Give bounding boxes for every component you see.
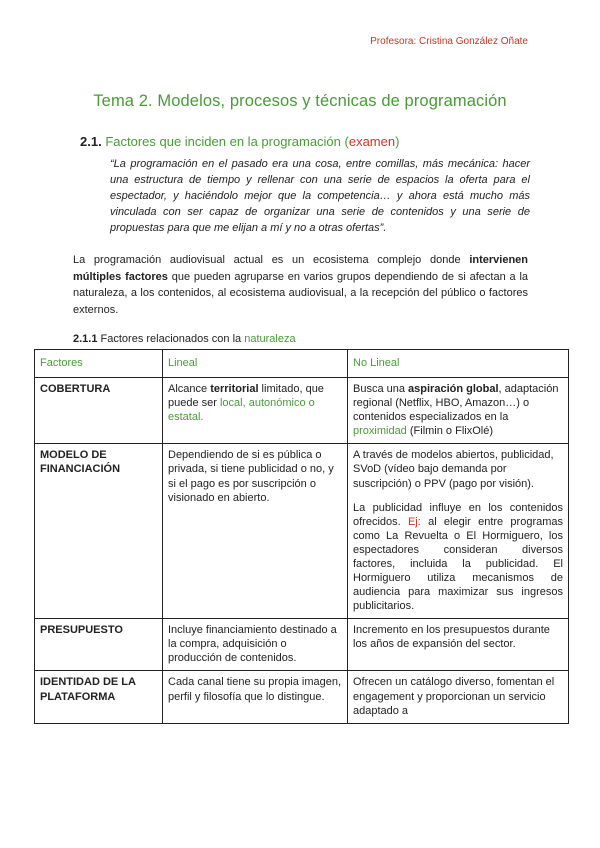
header-factores: Factores [35, 350, 163, 378]
table-row [35, 378, 569, 444]
subsection-number: 2.1.1 [73, 333, 98, 345]
section-number: 2.1. [80, 134, 102, 149]
lineal-cell: Dependiendo de si es pública o privada, si tiene publicidad o no, y si el pago es por suscripción o visionado en abierto. [163, 444, 348, 619]
text-bold: territorial [210, 383, 259, 396]
paragraph-bold: intervienen múltiples factores [73, 254, 528, 283]
no-lineal-cell [348, 378, 569, 444]
text: , adaptación regional (Netflix, HBO, Amazon…) o contenidos especializados en la [353, 383, 559, 424]
factor-cell: PRESUPUESTO [35, 619, 163, 671]
section-heading [80, 134, 399, 149]
lineal-cell: Cada canal tiene su propia imagen, perfil y filosofía que lo distingue. [163, 671, 348, 723]
text: limitado, que puede ser [168, 383, 324, 410]
text: Busca una [353, 383, 409, 396]
factor-cell: MODELO DE FINANCIACIÓN [35, 444, 163, 619]
text: La publicidad influye en los contenidos ofrecidos. [353, 501, 563, 528]
text-paragraph [353, 501, 563, 614]
header-lineal: Lineal [163, 350, 348, 378]
table-row [35, 619, 569, 671]
no-lineal-cell: Incremento en los presupuestos durante los años de expansión del sector. [348, 619, 569, 671]
paragraph-part1: La programación audiovisual actual es un ecosistema complejo donde [73, 254, 470, 266]
professor-header: Profesora: Cristina González Oñate [370, 36, 528, 47]
subsection-heading [73, 333, 296, 345]
subsection-highlight: naturaleza [244, 333, 296, 345]
text-green: local, autonómico o estatal. [168, 397, 315, 424]
factor-cell: COBERTURA [35, 378, 163, 444]
factor-cell: IDENTIDAD DE LA PLATAFORMA [35, 671, 163, 723]
lineal-cell: Incluye financiamiento destinado a la compra, adquisición o producción de contenidos. [163, 619, 348, 671]
intro-paragraph [73, 252, 528, 318]
page-title: Tema 2. Modelos, procesos y técnicas de programación [93, 92, 507, 110]
paragraph-part2: que pueden agruparse en varios grupos dependiendo de si afectan a la naturaleza, a los contenidos, al ecosistema audiovisual, a la recepción del público o factores externos. [73, 270, 529, 316]
text: (Filmin o FlixOlé) [406, 425, 493, 438]
text-red: Ej: [407, 515, 421, 528]
no-lineal-cell: Ofrecen un catálogo diverso, fomentan el engagement y proporcionan un servicio adaptado a [348, 671, 569, 723]
text: A través de modelos abiertos, publicidad, SVoD (vídeo bajo demanda por suscripción) o PPV (pago por visión). [353, 449, 554, 490]
table-row [35, 671, 569, 723]
text-bold: aspiración global [408, 383, 499, 396]
exam-tag: examen [348, 134, 396, 149]
text: al elegir entre programas como La Revuelta o El Hormiguero, los espectadores consideran diversos factores, incluida la publicidad. El Hormiguero utiliza mecanismos de audiencia para maximizar sus ingresos publicitarios. [353, 515, 564, 613]
section-label: Factores que inciden en la programación ( [105, 134, 349, 149]
lineal-cell [163, 378, 348, 444]
no-lineal-cell [348, 444, 569, 619]
header-no-lineal: No Lineal [348, 350, 569, 378]
text-green: proximidad [353, 425, 407, 438]
text: Alcance [168, 383, 211, 396]
table-header-row [35, 350, 569, 378]
table-row [35, 444, 569, 619]
factors-table [34, 349, 569, 724]
subsection-label: Factores relacionados con la [100, 333, 245, 345]
section-label-close: ) [395, 134, 400, 149]
intro-quote: “La programación en el pasado era una cosa, entre comillas, más mecánica: hacer una estructura de tiempo y rellenar con una serie de espacios la oferta para el espectador, y haciéndolo mejor que la competencia… y ahora está mucho más vinculada con ser capaz de organizar una serie de contenidos y una serie de propuestas para que me elijan a mí y no a otras ofertas”. [110, 158, 530, 234]
